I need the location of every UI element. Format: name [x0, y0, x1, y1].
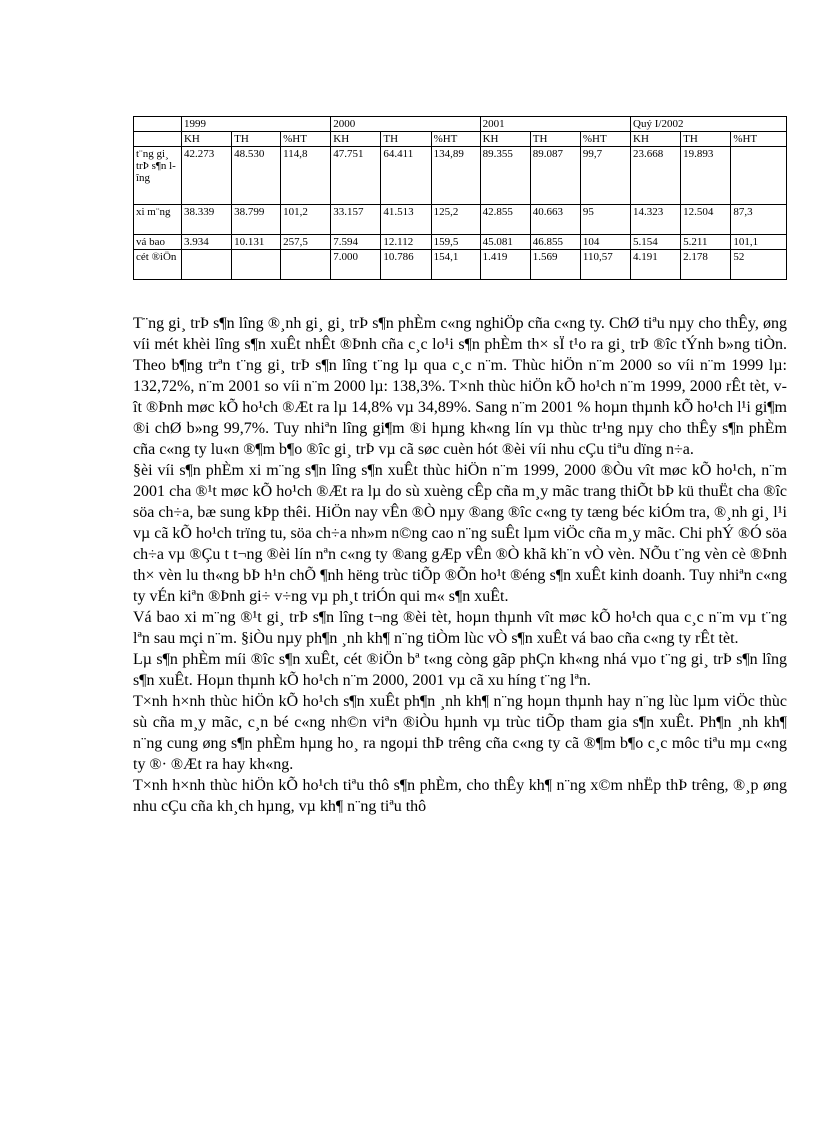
table-cell: 3.934 [181, 235, 231, 250]
table-year-header: Quý I/2002 [631, 117, 787, 132]
table-cell [731, 147, 787, 205]
table-year-header: 1999 [181, 117, 330, 132]
table-subheader: TH [681, 132, 731, 147]
table-cell: 159,5 [431, 235, 480, 250]
table-cell: 104 [580, 235, 630, 250]
table-subheader: TH [232, 132, 281, 147]
table-subheader-row [134, 132, 787, 147]
table-year-header: 2001 [480, 117, 630, 132]
paragraph: §èi víi s¶n phÈm xi m¨ng s¶n lîng s¶n xuÊt thùc hiÖn n¨m 1999, 2000 ®Òu vît møc kÕ ho¹ch, n¨m 2001 cha ®¹t møc kÕ ho¹ch ®Æt ra lµ do sù xuèng cÊp cña m¸y mãc trang thiÕt bÞ kü thuËt cha ®îc söa ch÷a, bæ sung kÞp thêi. HiÖn nay vÊn ®Ò nµy ®ang ®îc c«ng ty tæng béc kiÓm tra, ®¸nh gi¸ l¹i vµ cã kÕ ho¹ch trïng tu, söa ch÷a nh»m n©ng cao n¨ng suÊt lµm viÖc cña m¸y mãc. Chi phÝ ®Ó söa ch÷a vµ ®Çu t t¬ng ®èi lín nªn c«ng ty ®ang gÆp vÊn ®Ò khã kh¨n vÒ vèn. NÕu t¨ng vèn cè ®Þnh th× vèn lu th«ng bÞ h¹n chÕ ¶nh hëng trùc tiÕp ®Õn ho¹t ®éng s¶n xuÊt kinh doanh. Tuy nhiªn c«ng ty vÉn kiªn ®Þnh gi÷ v÷ng vµ ph¸t triÓn qui m« s¶n xuÊt. [133, 462, 787, 605]
table-cell: 4.191 [631, 250, 681, 280]
table-row [134, 250, 787, 280]
table-cell: 5.154 [631, 235, 681, 250]
table-cell: 46.855 [530, 235, 580, 250]
table-cell: 5.211 [681, 235, 731, 250]
paragraph: T×nh h×nh thùc hiÖn kÕ ho¹ch s¶n xuÊt ph¶n ¸nh kh¶ n¨ng hoµn thµnh hay n¨ng lùc lµm viÖc thùc sù cña m¸y mãc, c¸n bé c«ng nh©n viªn ®iÒu hµnh vµ trùc tiÕp tham gia s¶n xuÊt. Ph¶n ¸nh kh¶ n¨ng cung øng s¶n phÈm hµng ho¸ ra ngoµi thÞ trêng cña c«ng ty cã ®¶m b¶o c¸c môc tiªu mµ c«ng ty ®· ®Æt ra hay kh«ng. [133, 693, 787, 773]
production-table [133, 116, 787, 280]
table-subheader: %HT [731, 132, 787, 147]
table-cell: 95 [580, 205, 630, 235]
table-cell: 1.419 [480, 250, 530, 280]
table-cell: 89.087 [530, 147, 580, 205]
table-subheader: %HT [431, 132, 480, 147]
table-cell: 1.569 [530, 250, 580, 280]
table-cell: 99,7 [580, 147, 630, 205]
table-cell: 42.855 [480, 205, 530, 235]
paragraph: T¨ng gi¸ trÞ s¶n lîng ®¸nh gi¸ gi¸ trÞ s¶n phÈm c«ng nghiÖp cña c«ng ty. ChØ tiªu nµy cho thÊy, øng víi mét khèi lîng s¶n xuÊt nhÊt ®Þnh cña c¸c lo¹i s¶n phÈm th× sÏ t¹o ra gi¸ trÞ ®îc tÝnh b»ng tiÒn. Theo b¶ng trªn t¨ng gi¸ trÞ s¶n lîng t¨ng lµ qua c¸c n¨m. Thùc hiÖn n¨m 2000 so víi n¨m 1999 lµ: 132,72%, n¨m 2001 so víi n¨m 2000 lµ: 138,3%. T×nh thùc hiÖn kÕ ho¹ch n¨m 1999, 2000 rÊt tèt, vît ®Þnh møc kÕ ho¹ch ®Æt ra lµ 14,8% vµ 34,89%. Sang n¨m 2001 % hoµn thµnh kÕ ho¹ch l¹i gi¶m ®i chØ b»ng 99,7%. Tuy nhiªn lîng gi¶m ®i hµng kh«ng lín vµ thùc tr¹ng nµy cho thÊy s¶n phÈm cña c«ng ty lu«n ®¶m b¶o ®îc gi¸ trÞ vµ cã søc cuèn hót ®èi víi nhu cÇu tiªu dïng n÷a. [133, 315, 787, 458]
table-subheader: %HT [281, 132, 331, 147]
table-cell: 33.157 [331, 205, 381, 235]
table-subheader: TH [381, 132, 431, 147]
table-cell: 52 [731, 250, 787, 280]
table-row [134, 205, 787, 235]
table-cell: 2.178 [681, 250, 731, 280]
paragraph: Vá bao xi m¨ng ®¹t gi¸ trÞ s¶n lîng t¬ng ®èi tèt, hoµn thµnh vît møc kÕ ho¹ch qua c¸c n¨m vµ t¨ng lªn sau mçi n¨m. §iÒu nµy ph¶n ¸nh kh¶ n¨ng tiÒm lùc vÒ s¶n xuÊt vá bao cña c«ng ty rÊt tèt. [133, 609, 787, 647]
table-subheader: %HT [580, 132, 630, 147]
table-cell: 38.799 [232, 205, 281, 235]
table-subheader: KH [631, 132, 681, 147]
table-cell: 110,57 [580, 250, 630, 280]
row-label: vá bao [134, 235, 182, 250]
table-cell: 101,1 [731, 235, 787, 250]
paragraph: Lµ s¶n phÈm míi ®îc s¶n xuÊt, cét ®iÖn bª t«ng còng gãp phÇn kh«ng nhá vµo t¨ng gi¸ trÞ s¶n lîng s¶n xuÊt. Hoµn thµnh kÕ ho¹ch n¨m 2000, 2001 vµ cã xu híng t¨ng lªn. [133, 651, 787, 689]
table-cell: 89.355 [480, 147, 530, 205]
table-cell: 47.751 [331, 147, 381, 205]
table-cell: 114,8 [281, 147, 331, 205]
table-cell: 154,1 [431, 250, 480, 280]
table-row [134, 147, 787, 205]
table-cell: 125,2 [431, 205, 480, 235]
table-row [134, 235, 787, 250]
table-year-header: 2000 [331, 117, 480, 132]
table-cell: 42.273 [181, 147, 231, 205]
table-cell: 10.786 [381, 250, 431, 280]
table-cell: 257,5 [281, 235, 331, 250]
table-cell: 10.131 [232, 235, 281, 250]
table-cell: 19.893 [681, 147, 731, 205]
table-cell: 38.339 [181, 205, 231, 235]
table-subheader: KH [480, 132, 530, 147]
table-cell: 48.530 [232, 147, 281, 205]
table-cell: 41.513 [381, 205, 431, 235]
table-corner-cell [134, 117, 182, 132]
table-cell: 23.668 [631, 147, 681, 205]
table-cell [181, 250, 231, 280]
row-label: t¨ng gi¸ trÞ s¶n lîng [134, 147, 182, 205]
table-cell: 87,3 [731, 205, 787, 235]
row-label: cét ®iÖn [134, 250, 182, 280]
table-cell: 40.663 [530, 205, 580, 235]
table-cell [232, 250, 281, 280]
table-cell: 14.323 [631, 205, 681, 235]
paragraph: T×nh h×nh thùc hiÖn kÕ ho¹ch tiªu thô s¶n phÈm, cho thÊy kh¶ n¨ng x©m nhËp thÞ trêng, ®¸p øng nhu cÇu cña kh¸ch hµng, vµ kh¶ n¨ng tiªu thô [133, 777, 787, 815]
table-cell: 7.594 [331, 235, 381, 250]
table-subheader: KH [331, 132, 381, 147]
table-corner-cell [134, 132, 182, 147]
table-subheader: KH [181, 132, 231, 147]
table-cell [281, 250, 331, 280]
table-cell: 45.081 [480, 235, 530, 250]
body-text [133, 313, 787, 817]
table-cell: 7.000 [331, 250, 381, 280]
row-label: xi m¨ng [134, 205, 182, 235]
table-cell: 134,89 [431, 147, 480, 205]
table-cell: 12.112 [381, 235, 431, 250]
table-cell: 101,2 [281, 205, 331, 235]
table-cell: 64.411 [381, 147, 431, 205]
table-subheader: TH [530, 132, 580, 147]
table-cell: 12.504 [681, 205, 731, 235]
table-year-row [134, 117, 787, 132]
